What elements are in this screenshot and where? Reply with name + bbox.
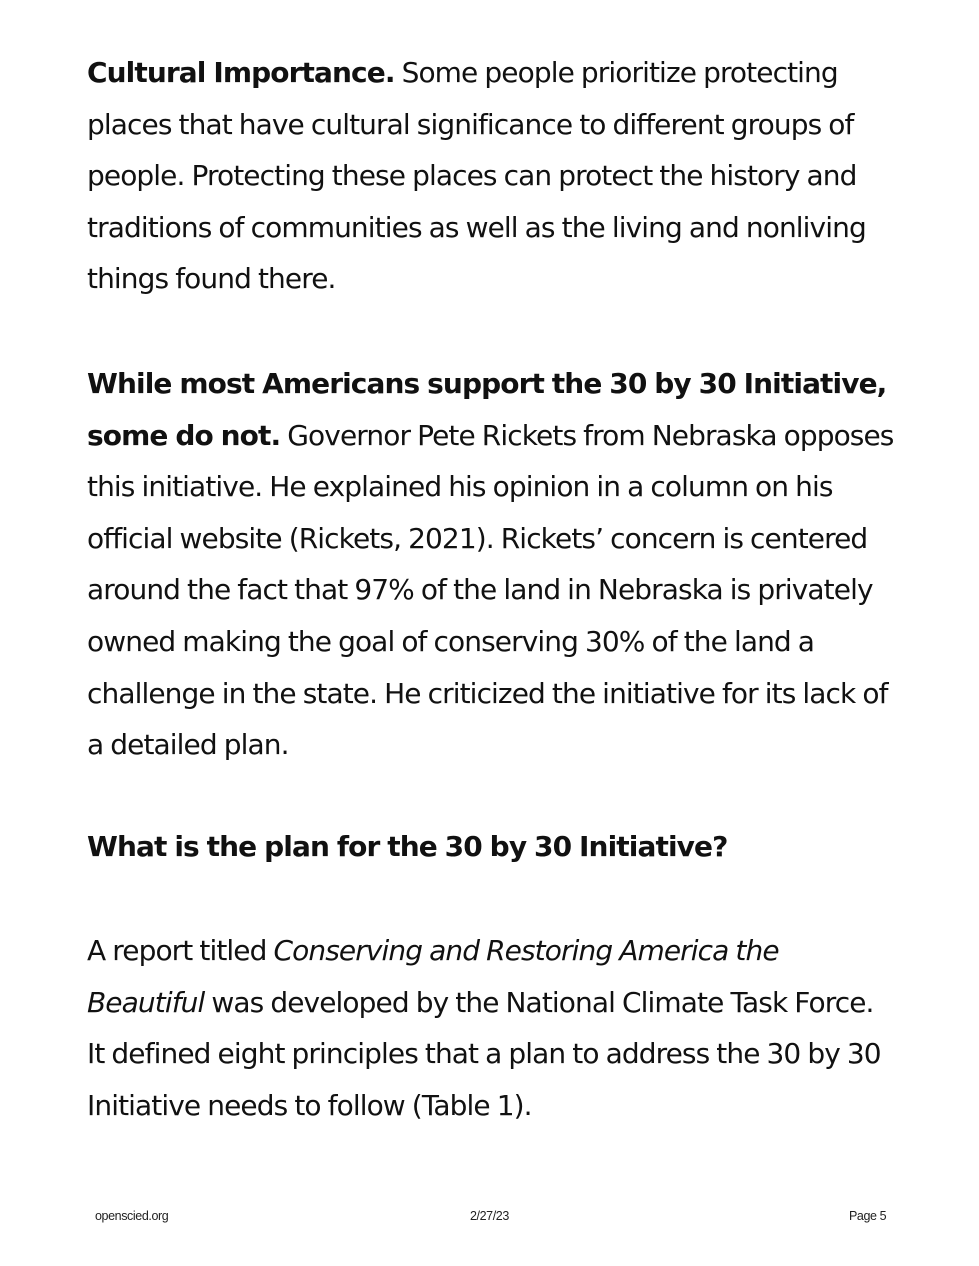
opposition-text: Governor Pete Rickets from Nebraska opposes this initiative. He explained his opinion in a column on his official website (Rickets, 2021). Rickets’ concern is centered around the fact that 97% of the land in Nebraska is privately owned making the goal of conserving 30% of the land a challenge in the state. He criticized the initiative for its lack of a detailed plan. [87, 418, 894, 762]
report-paragraph [87, 925, 897, 1131]
report-title: Conserving and Restoring America the Beautiful [87, 934, 779, 1019]
report-intro: A report titled [87, 934, 274, 967]
cultural-importance-text: Some people prioritize protecting places that have cultural significance to different groups of people. Protecting these places can protect the history and traditions of communities as well as the living and nonliving things found there. [87, 56, 866, 296]
plan-question-text: What is the plan for the 30 by 30 Initiative? [87, 830, 728, 863]
footer-date: 2/27/23 [470, 1209, 509, 1223]
footer-site: openscied.org [95, 1209, 169, 1223]
opposition-heading: While most Americans support the 30 by 30 Initiative, some do not. [87, 367, 887, 452]
opposition-paragraph [87, 358, 897, 771]
plan-question-heading [87, 821, 897, 873]
cultural-importance-heading: Cultural Importance. [87, 56, 395, 89]
report-text: was developed by the National Climate Task Force. It defined eight principles that a plan to address the 30 by 30 Initiative needs to follow (Table 1). [87, 985, 881, 1122]
footer-page-number: Page 5 [849, 1209, 887, 1223]
page-footer [0, 1209, 979, 1229]
cultural-importance-paragraph [87, 47, 897, 305]
